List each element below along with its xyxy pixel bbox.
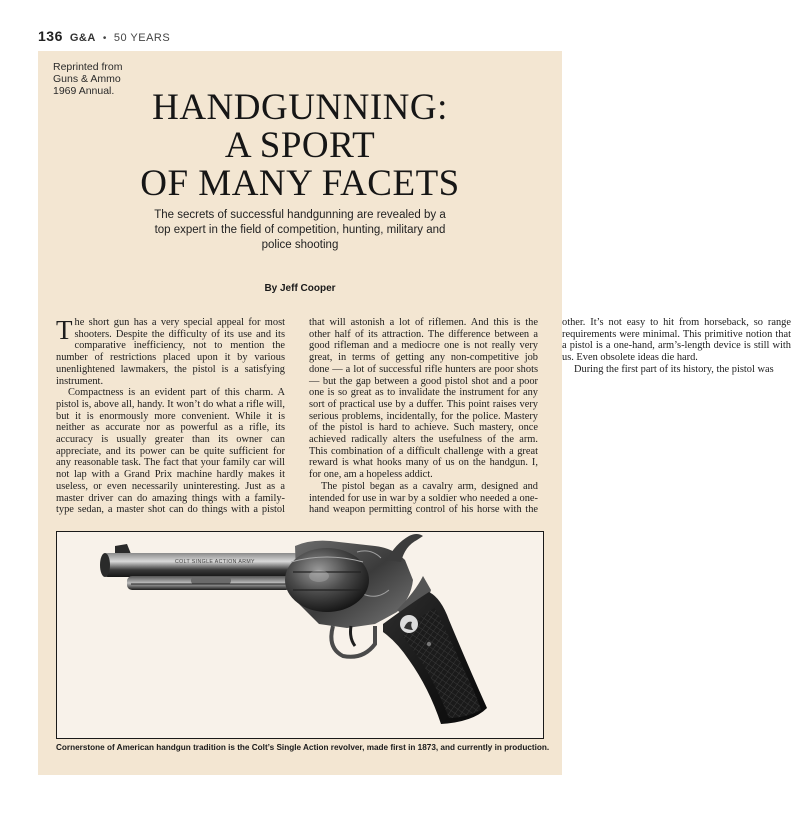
page-number: 136 bbox=[38, 28, 63, 44]
paragraph-text: he short gun has a very special appeal for most shooters. Despite the difficulty of its use and its comparative inefficiency, not to mention the number of restrictions placed upon it by various unenlightened lawmakers, the pistol is a satisfying instrument. bbox=[56, 317, 285, 387]
body-paragraph bbox=[56, 317, 285, 387]
body-paragraph: The pistol began as a cavalry arm, designed and intended for use in war by a soldier who needed a one-hand weapon permitting control of his horse with the other. It’s not easy to hit from horseback, so range requirements were minimal. This primitive notion that a pistol is a one-hand, arm’s-length device is still with us. Even obsolete ideas die hard. bbox=[309, 317, 791, 516]
article-title bbox=[38, 89, 562, 203]
separator-dot: • bbox=[102, 33, 107, 44]
body-paragraph: During the first part of its history, the pistol was bbox=[574, 363, 774, 375]
byline: By Jeff Cooper bbox=[264, 283, 336, 294]
revolver-photo bbox=[56, 531, 544, 739]
article-page bbox=[38, 51, 791, 775]
hammer bbox=[387, 534, 423, 562]
muzzle bbox=[100, 553, 110, 577]
running-head bbox=[38, 28, 170, 44]
barrel bbox=[101, 553, 301, 577]
revolver-illustration bbox=[57, 532, 543, 738]
title-line: OF MANY FACETS bbox=[140, 163, 460, 204]
title-line: HANDGUNNING: bbox=[152, 87, 448, 128]
cylinder bbox=[285, 548, 369, 612]
front-sight bbox=[115, 544, 131, 554]
section-name: 50 YEARS bbox=[113, 32, 171, 44]
article-body bbox=[56, 315, 791, 525]
title-line: A SPORT bbox=[224, 125, 376, 166]
magazine-name: G&A bbox=[69, 32, 96, 44]
drop-cap: T bbox=[56, 315, 73, 345]
ejector-rod-button bbox=[191, 577, 231, 584]
reprint-note: Reprinted from Guns & Ammo 1969 Annual. bbox=[53, 61, 123, 97]
barrel-engraving: COLT SINGLE ACTION ARMY bbox=[175, 559, 255, 565]
trigger bbox=[351, 626, 356, 646]
article-dek: The secrets of successful handgunning are revealed by a top expert in the field of competition, hunting, military and police shooting bbox=[154, 209, 446, 251]
figure-caption: Cornerstone of American handgun tradition is the Colt’s Single Action revolver, made first in 1873, and currently in production. bbox=[56, 743, 550, 752]
body-paragraph: Compactness is an evident part of this charm. A pistol is, above all, handy. It won’t do what a rifle will, but it is enormously more convenient. While it is neither as accurate nor as powerful as a rifle, its accuracy is usually greater than its owner can appreciate, and its power can be quite sufficient for any reasonable task. The fact that your family car will not lap with a Grand Prix machine hardly makes it useless, or even necessarily uninteresting. Just as a master driver can do amazing things with a family-type sedan, a master shot can do things with a pistol that will astonish a lot of riflemen. And this is the other half of its attraction. The difference between a good rifleman and a mediocre one is not really very great, in terms of getting any non-competitive job done — a lot of successful rifle hunters are poor shots — but the gap between a good pistol shot and a poor one is so great as to invalidate the instrument for any sort of practical use by a duffer. This point raises very serious problems, incidentally, for the police. Mastery of the pistol is hard to achieve. Such mastery, once achieved radically alters the usefulness of the arm. This combination of a difficult challenge with a great reward is what hooks many of us on the handgun. I, for one, am a hopeless addict. bbox=[56, 317, 538, 516]
